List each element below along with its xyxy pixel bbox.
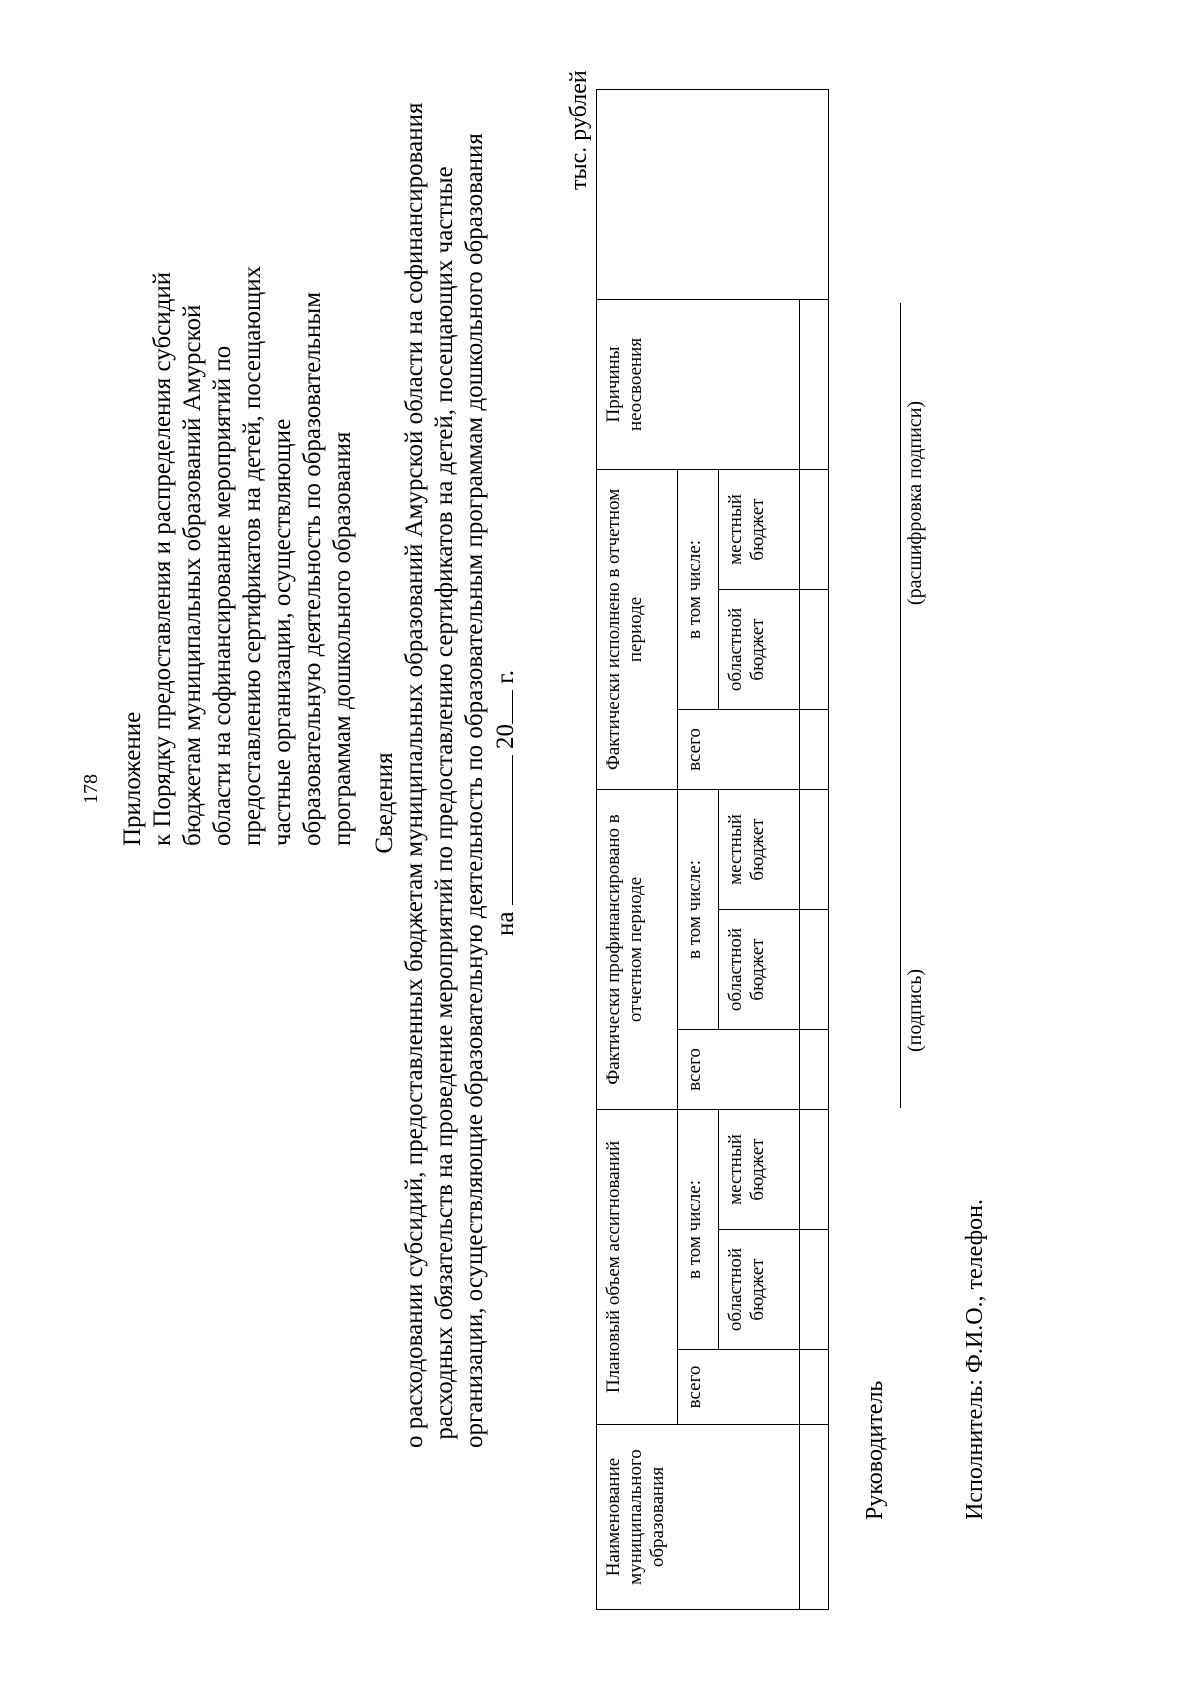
table-cell[interactable] <box>800 1110 829 1230</box>
header-including: в том числе: <box>678 469 719 709</box>
header-local-budget: местный бюджет <box>719 1110 800 1230</box>
appendix-line: предоставлению сертификатов на детей, посещающих <box>239 265 266 846</box>
title-line: расходных обязательств на проведение мероприятий по предоставлению сертификатов на детей, посещающих частные <box>431 166 458 1440</box>
period-date-blank[interactable] <box>490 755 513 905</box>
header-municipality-name: Наименование муниципального образования <box>597 1425 800 1610</box>
title-line: организации, осуществляющие образовательную деятельность по образовательным программам дошкольного образования <box>461 133 488 1448</box>
table-cell[interactable] <box>800 1230 829 1350</box>
page-number: 178 <box>80 774 102 804</box>
period-year-prefix: 20 <box>492 723 519 749</box>
table-cell[interactable] <box>800 1350 829 1425</box>
signature-line[interactable] <box>900 913 901 1108</box>
table-cell[interactable] <box>800 1425 829 1610</box>
appendix-line: Приложение <box>119 711 146 846</box>
period-prefix: на <box>492 911 519 936</box>
signature-caption: (подпись) <box>904 968 926 1053</box>
head-label: Руководитель <box>862 1380 888 1520</box>
header-total: всего <box>678 709 800 789</box>
report-table <box>596 89 829 1610</box>
header-total: всего <box>678 1030 800 1110</box>
header-reasons-unspent: Причины неосвоения <box>597 299 800 469</box>
title-heading: Сведения <box>371 752 398 854</box>
decoding-caption: (расшифровка подписи) <box>904 400 926 606</box>
reporting-period-line <box>490 158 521 1448</box>
header-local-budget: местный бюджет <box>719 789 800 909</box>
decoding-line[interactable] <box>900 303 901 703</box>
table-row <box>800 89 829 1609</box>
appendix-line: к Порядку предоставления и распределения субсидий <box>149 271 176 846</box>
appendix-line: бюджетам муниципальных образований Амурской <box>179 304 206 846</box>
table-cell[interactable] <box>800 1030 829 1110</box>
header-regional-budget: областной бюджет <box>719 589 800 709</box>
header-total: всего <box>678 1350 800 1425</box>
appendix-header <box>118 126 358 846</box>
units-label: тыс. рублей <box>566 70 592 190</box>
table-cell[interactable] <box>800 299 829 469</box>
blank-column <box>597 89 829 299</box>
header-regional-budget: областной бюджет <box>719 910 800 1030</box>
executor-line: Исполнитель: Ф.И.О., телефон. <box>962 1199 988 1520</box>
header-including: в том числе: <box>678 789 719 1029</box>
signature-line-gap <box>900 703 901 913</box>
header-actually-financed: Фактически профинансировано в отчетном периоде <box>597 789 678 1109</box>
table-cell[interactable] <box>800 589 829 709</box>
title-line: о расходовании субсидий, предоставленных бюджетам муниципальных образований Амурской области на софинансирования <box>401 102 428 1448</box>
table-cell[interactable] <box>800 789 829 909</box>
table-cell[interactable] <box>800 910 829 1030</box>
header-actually-executed: Фактически исполнено в отчетном периоде <box>597 469 678 789</box>
document-title <box>370 102 521 1448</box>
header-regional-budget: областной бюджет <box>719 1230 800 1350</box>
header-planned-allocations: Плановый объем ассигнований <box>597 1110 678 1425</box>
period-suffix: г. <box>492 670 519 684</box>
appendix-line: области на софинансирование мероприятий по <box>209 345 236 846</box>
table-cell[interactable] <box>800 469 829 589</box>
appendix-line: образовательную деятельность по образовательным <box>299 291 326 846</box>
header-including: в том числе: <box>678 1110 719 1350</box>
table-cell[interactable] <box>800 709 829 789</box>
header-local-budget: местный бюджет <box>719 469 800 589</box>
appendix-line: программам дошкольного образования <box>329 431 356 846</box>
appendix-line: частные организации, осуществляющие <box>269 418 296 846</box>
table-header-row <box>597 89 678 1609</box>
period-year-blank[interactable] <box>490 690 513 724</box>
